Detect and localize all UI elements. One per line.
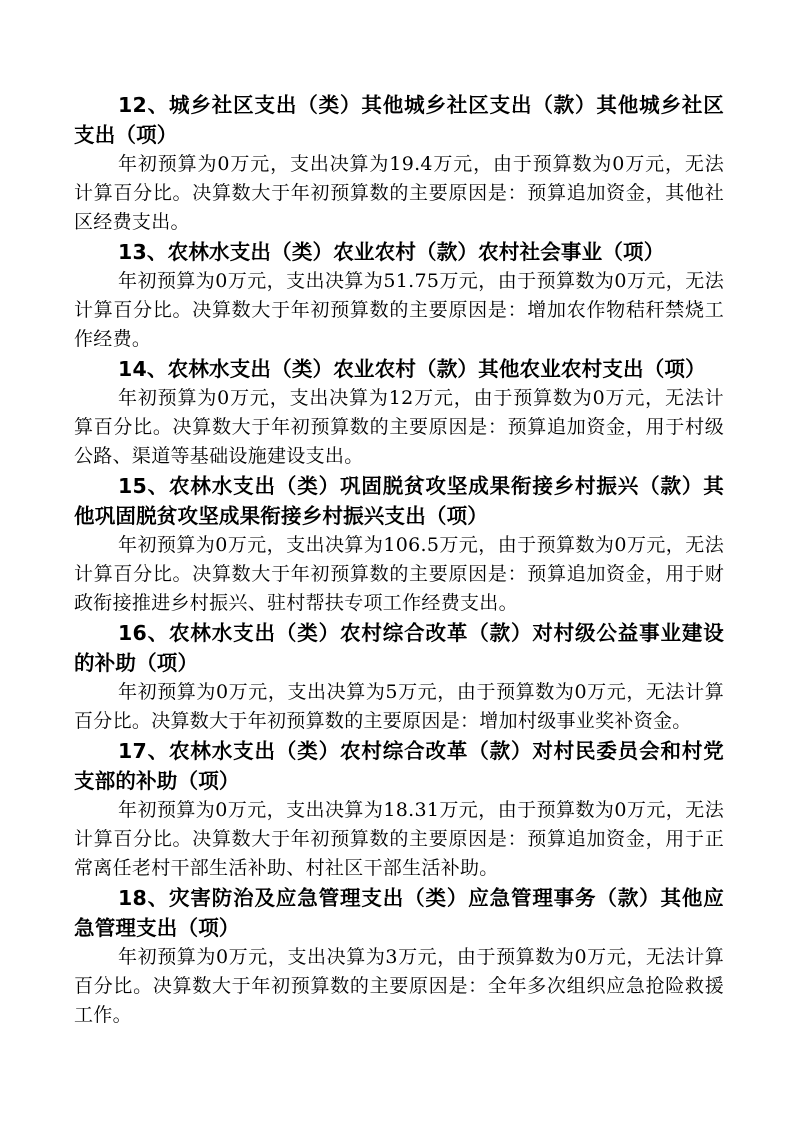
section-heading: 17、农林水支出（类）农村综合改革（款）对村民委员会和村党支部的补助（项） (74, 739, 724, 793)
section-heading: 16、农林水支出（类）农村综合改革（款）对村级公益事业建设的补助（项） (74, 621, 724, 675)
section-12 (74, 90, 724, 237)
section-heading: 13、农林水支出（类）农业农村（款）农村社会事业（项） (118, 240, 665, 264)
section-heading: 15、农林水支出（类）巩固脱贫攻坚成果衔接乡村振兴（款）其他巩固脱贫攻坚成果衔接乡村振兴支出（项） (74, 474, 724, 528)
section-15 (74, 471, 724, 618)
section-14 (74, 354, 724, 471)
section-13 (74, 237, 724, 354)
section-body: 年初预算为0万元，支出决算为19.4万元，由于预算数为0万元，无法计算百分比。决算数大于年初预算数的主要原因是：预算追加资金，其他社区经费支出。 (74, 153, 724, 233)
section-body: 年初预算为0万元，支出决算为3万元，由于预算数为0万元，无法计算百分比。决算数大于年初预算数的主要原因是：全年多次组织应急抢险救援工作。 (74, 946, 724, 1026)
section-body: 年初预算为0万元，支出决算为106.5万元，由于预算数为0万元，无法计算百分比。决算数大于年初预算数的主要原因是：预算追加资金，用于财政衔接推进乡村振兴、驻村帮扶专项工作经费支出。 (74, 534, 724, 614)
section-body: 年初预算为0万元，支出决算为18.31万元，由于预算数为0万元，无法计算百分比。决算数大于年初预算数的主要原因是：预算追加资金，用于正常离任老村干部生活补助、村社区干部生活补助。 (74, 799, 724, 879)
document-page (74, 90, 724, 1030)
section-body: 年初预算为0万元，支出决算为12万元，由于预算数为0万元，无法计算百分比。决算数大于年初预算数的主要原因是：预算追加资金，用于村级公路、渠道等基础设施建设支出。 (74, 387, 724, 467)
section-body: 年初预算为0万元，支出决算为5万元，由于预算数为0万元，无法计算百分比。决算数大于年初预算数的主要原因是：增加村级事业奖补资金。 (74, 681, 724, 732)
section-18 (74, 883, 724, 1030)
section-17 (74, 736, 724, 883)
section-16 (74, 618, 724, 736)
section-heading: 14、农林水支出（类）农业农村（款）其他农业农村支出（项） (118, 357, 706, 381)
section-heading: 18、灾害防治及应急管理支出（类）应急管理事务（款）其他应急管理支出（项） (74, 886, 724, 940)
section-body: 年初预算为0万元，支出决算为51.75万元，由于预算数为0万元，无法计算百分比。决算数大于年初预算数的主要原因是：增加农作物秸秆禁烧工作经费。 (74, 270, 724, 350)
section-heading: 12、城乡社区支出（类）其他城乡社区支出（款）其他城乡社区支出（项） (74, 93, 724, 147)
